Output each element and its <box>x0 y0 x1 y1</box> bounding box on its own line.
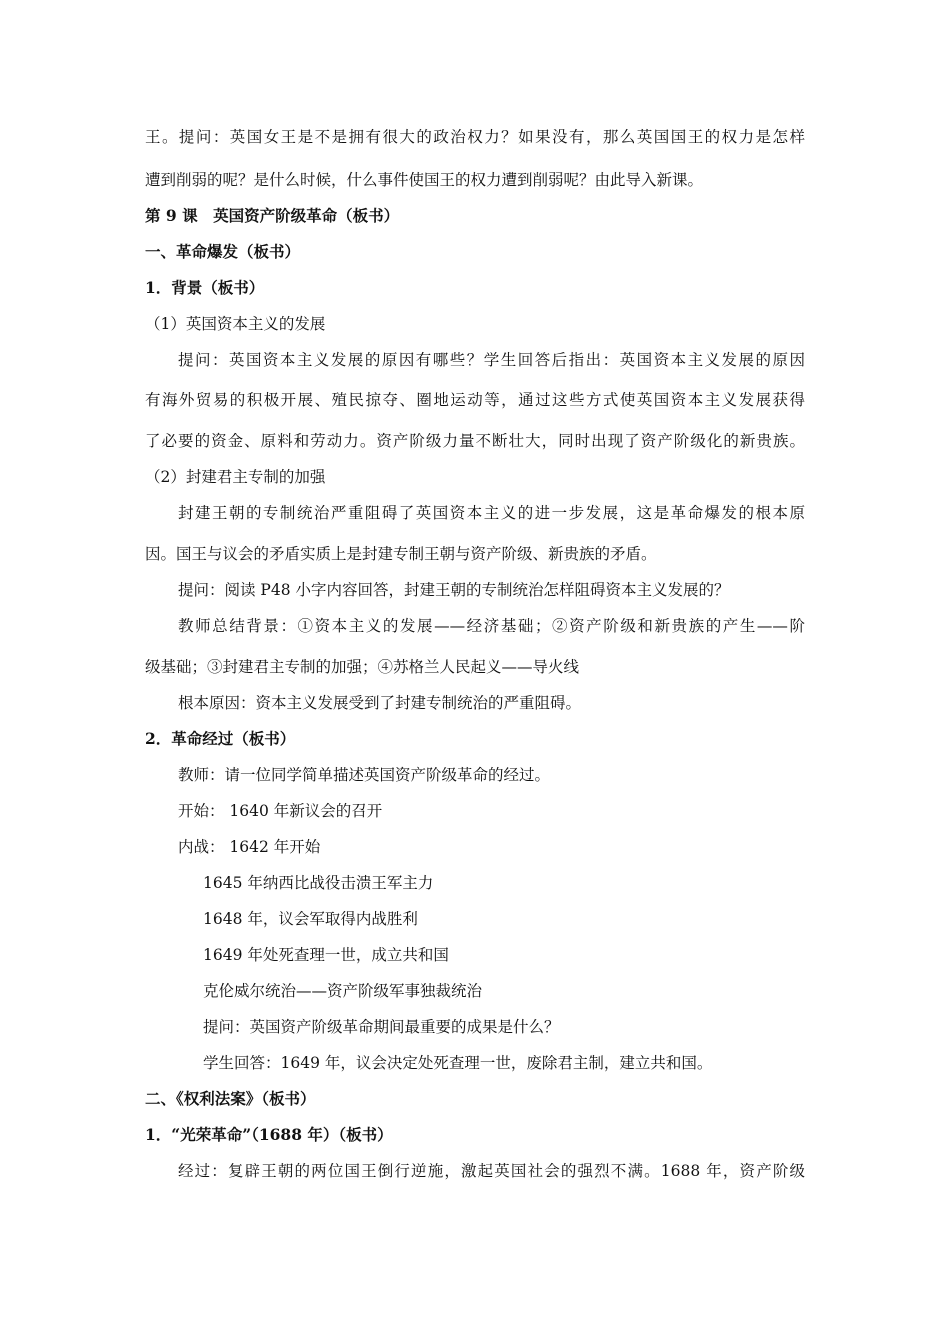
paragraph-line: 根本原因：资本主义发展受到了封建专制统治的严重阻碍。 <box>178 694 582 712</box>
section-heading: 二、《权利法案》（板书） <box>145 1089 316 1108</box>
paragraph-line: 提问：英国资产阶级革命期间最重要的成果是什么？ <box>203 1018 560 1036</box>
timeline-line: 1649 年处死查理一世，成立共和国 <box>203 946 449 964</box>
paragraph-line: 级基础；③封建君主专制的加强；④苏格兰人民起义——导火线 <box>145 658 580 676</box>
subsection-heading: 1．背景（板书） <box>145 278 265 297</box>
paragraph-line: 遭到削弱的呢？是什么时候，什么事件使国王的权力遭到削弱呢？由此导入新课。 <box>145 171 704 189</box>
lesson-heading: 第 9 课 英国资产阶级革命（板书） <box>145 206 400 225</box>
paragraph-line: 学生回答：1649 年，议会决定处死查理一世，废除君主制，建立共和国。 <box>203 1054 713 1072</box>
paragraph-line: 提问：阅读 P48 小字内容回答，封建王朝的专制统治怎样阻碍资本主义发展的？ <box>178 581 730 599</box>
paragraph-line: 了必要的资金、原料和劳动力。资产阶级力量不断壮大，同时出现了资产阶级化的新贵族。 <box>145 432 805 450</box>
paragraph-line: 教师：请一位同学简单描述英国资产阶级革命的经过。 <box>178 766 551 784</box>
paragraph-line: 经过：复辟王朝的两位国王倒行逆施，激起英国社会的强烈不满。1688 年，资产阶级 <box>178 1162 805 1180</box>
paragraph-line: 因。国王与议会的矛盾实质上是封建专制王朝与资产阶级、新贵族的矛盾。 <box>145 545 657 563</box>
item-heading: （1）英国资本主义的发展 <box>145 315 326 333</box>
item-heading: （2）封建君主专制的加强 <box>145 468 326 486</box>
paragraph-line: 提问：英国资本主义发展的原因有哪些？学生回答后指出：英国资本主义发展的原因 <box>178 351 805 369</box>
timeline-line: 开始： 1640 年新议会的召开 <box>178 802 383 820</box>
timeline-line: 1645 年纳西比战役击溃王军主力 <box>203 874 434 892</box>
subsection-heading: 1．“光荣革命”（1688 年）（板书） <box>145 1125 393 1144</box>
timeline-line: 内战： 1642 年开始 <box>178 838 321 856</box>
paragraph-line: 王。提问：英国女王是不是拥有很大的政治权力？如果没有，那么英国国王的权力是怎样 <box>145 128 805 146</box>
paragraph-line: 教师总结背景：①资本主义的发展——经济基础；②资产阶级和新贵族的产生——阶 <box>178 617 805 635</box>
timeline-line: 克伦威尔统治——资产阶级军事独裁统治 <box>203 982 483 1000</box>
paragraph-line: 有海外贸易的积极开展、殖民掠夺、圈地运动等，通过这些方式使英国资本主义发展获得 <box>145 391 805 409</box>
timeline-line: 1648 年，议会军取得内战胜利 <box>203 910 418 928</box>
paragraph-line: 封建王朝的专制统治严重阻碍了英国资本主义的进一步发展，这是革命爆发的根本原 <box>178 504 805 522</box>
section-heading: 一、革命爆发（板书） <box>145 242 301 261</box>
subsection-heading: 2．革命经过（板书） <box>145 729 296 748</box>
